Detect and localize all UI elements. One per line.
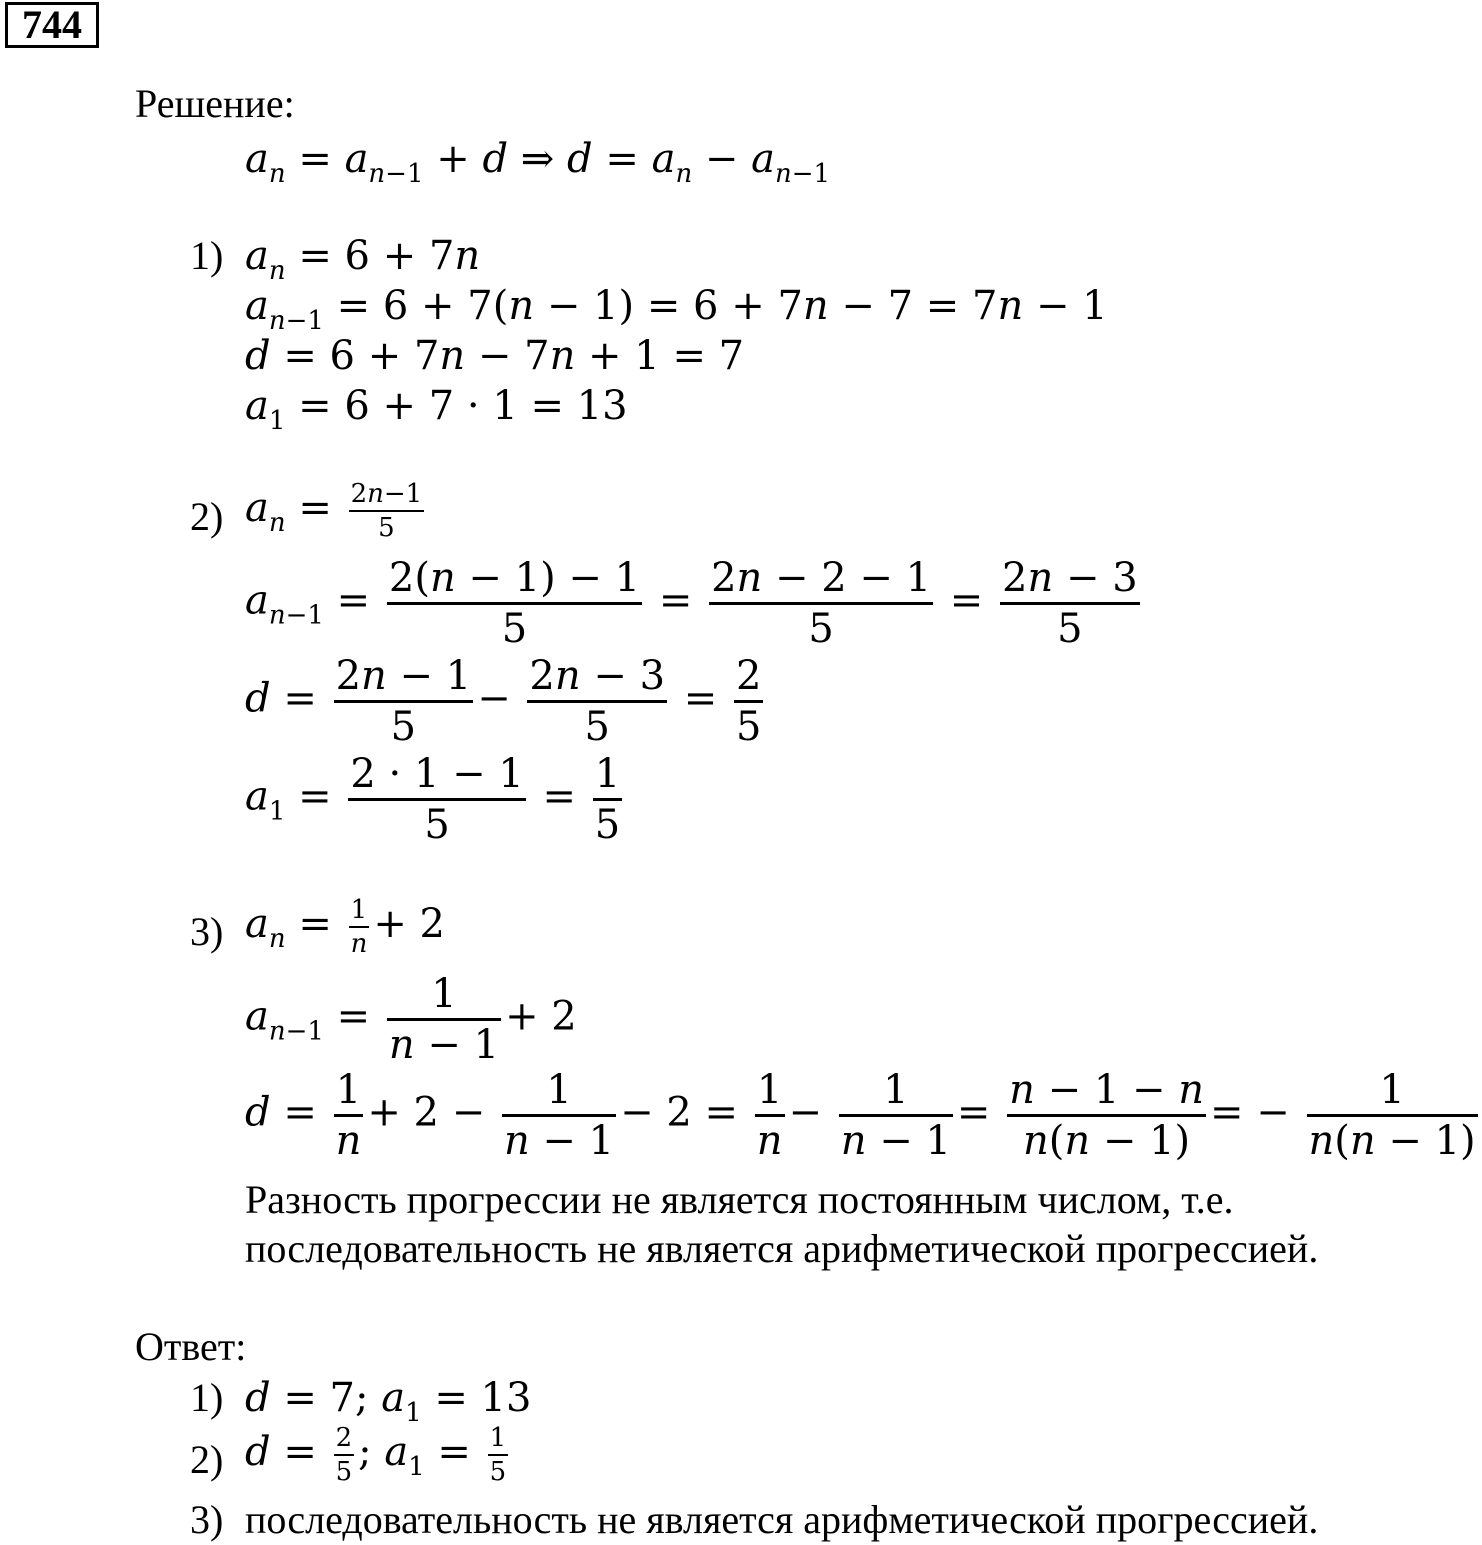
part-2-number: 2) — [190, 494, 224, 539]
answer-2-number: 2) — [190, 1437, 224, 1482]
problem-number: 744 — [5, 2, 99, 48]
answer-1-number: 1) — [190, 1375, 224, 1420]
answer-label: Ответ: — [135, 1324, 247, 1369]
answer-2: d = $\frac{2}{5}$ ; $a_1$ = $\frac{1}{5}$ — [245, 1423, 507, 1487]
answer-3-number: 3) — [190, 1497, 224, 1542]
part-1-line-3: d = 6 + 7n − 7n + 1 = 7 — [245, 333, 745, 379]
solution-label: Решение: — [135, 81, 295, 126]
part-3-note-line-2: последовательность не является арифметической прогрессией. — [245, 1226, 1319, 1271]
general-formula: $a_n = a_{n-1} + d$ ⇒ $d = a_n - a_{n-1}$ — [245, 136, 831, 189]
part-3-line-2: $a_{n-1}$ = $\frac{1}{n - 1}$ + 2 — [245, 971, 577, 1068]
part-1-number: 1) — [190, 233, 224, 278]
answer-3: последовательность не является арифметической прогрессией. — [245, 1497, 1319, 1542]
part-2-line-4: $a_1$ = $\frac{2 \cdot 1 - 1}{5}$ = $\frac{1}{5}$ — [245, 751, 621, 848]
part-1-line-1: $a_n = 6 + 7n$ — [245, 233, 481, 286]
part-3-line-1: $a_n$ = $\frac{1}{n}$ + 2 — [245, 895, 445, 959]
part-2-line-1: $a_n$ = $\frac{2n-1}{5}$ — [245, 479, 423, 543]
answer-1: d = 7; $a_1 = 13$ — [245, 1375, 532, 1428]
part-3-note-line-1: Разность прогрессии не является постоянным числом, т.е. — [245, 1177, 1234, 1222]
part-1-line-4: $a_1 = 6 + 7 \cdot 1 = 13$ — [245, 383, 628, 436]
part-1-line-2: $a_{n-1} = 6 + 7(n - 1) = 6 + 7n - 7 = 7n - 1$ — [245, 283, 1108, 336]
part-2-line-3: d = $\frac{2n - 1}{5}$ − $\frac{2n - 3}{5}$ = $\frac{2}{5}$ — [245, 653, 762, 750]
part-3-line-3: d = $\frac{1}{n}$ + 2 − $\frac{1}{n - 1}$ − 2 = $\frac{1}{n}$ − $\frac{1}{n - 1}$ = $\frac{n - 1 - n}{n(n - 1)}$ = − $\frac{1}{n(n - 1)}$ — [245, 1067, 1476, 1164]
part-2-line-2: $a_{n-1}$ = $\frac{2(n - 1) - 1}{5}$ = $\frac{2n - 2 - 1}{5}$ = $\frac{2n - 3}{5}$ — [245, 555, 1138, 652]
part-3-number: 3) — [190, 909, 224, 954]
